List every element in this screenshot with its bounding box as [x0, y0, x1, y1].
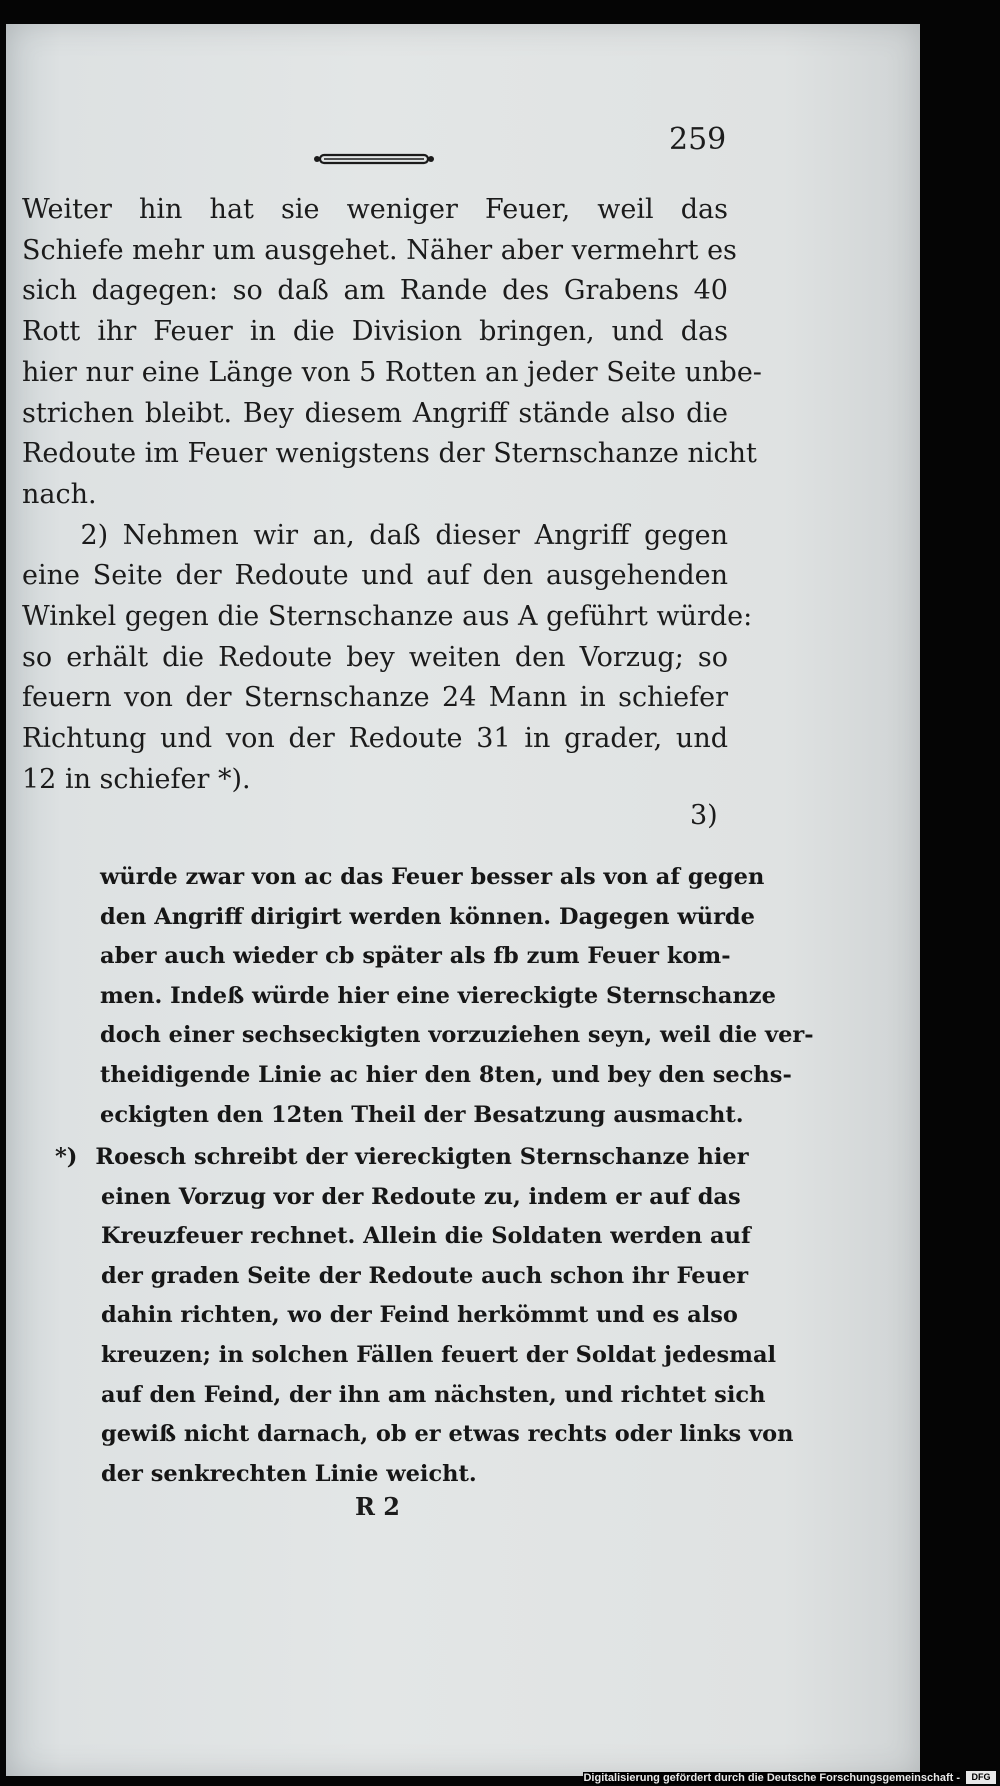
- main-text: [22, 190, 762, 801]
- footnote-line: Roesch schreibt der viereckigten Sternschanze hier: [95, 1144, 749, 1170]
- digitization-credit: Digitalisierung gefördert durch die Deutsche Forschungsgemeinschaft -: [583, 1772, 960, 1784]
- footnote-line: auf den Feind, der ihn am nächsten, und richtet sich: [101, 1381, 766, 1408]
- footnote-line: den Angriff dirigirt werden können. Dagegen würde: [100, 903, 755, 930]
- footnote-line: doch einer sechseckigten vorzuziehen seyn, weil die ver-: [100, 1022, 814, 1049]
- footnote-continued: [100, 858, 814, 1135]
- text-line: Weiter hin hat sie weniger Feuer, weil das: [22, 194, 728, 225]
- footnote-line: dahin richten, wo der Feind herkömmt und es also: [101, 1302, 738, 1329]
- text-line: so erhält die Redoute bey weiten den Vorzug; so: [22, 641, 728, 673]
- text-line: eine Seite der Redoute und auf den ausgehenden: [22, 560, 728, 592]
- signature-mark: R 2: [355, 1492, 400, 1521]
- footnote-line: der graden Seite der Redoute auch schon ihr Feuer: [101, 1262, 749, 1289]
- text-line: nach.: [22, 478, 97, 510]
- text-line: Rott ihr Feuer in die Division bringen, und das: [22, 316, 728, 348]
- text-line: strichen bleibt. Bey diesem Angriff stände also die: [22, 397, 728, 429]
- catchword: 3): [690, 800, 718, 831]
- text-line: hier nur eine Länge von 5 Rotten an jeder Seite unbe-: [22, 356, 762, 388]
- footnote-line: Kreuzfeuer rechnet. Allein die Soldaten werden auf: [101, 1223, 751, 1250]
- footnote-line: aber auch wieder cb später als fb zum Feuer kom-: [100, 943, 731, 970]
- footnote-marker: *): [55, 1144, 78, 1170]
- footnote-line: gewiß nicht darnach, ob er etwas rechts oder links von: [101, 1421, 794, 1448]
- text-line: 12 in schiefer *).: [22, 763, 251, 795]
- footnote-line: einen Vorzug vor der Redoute zu, indem er auf das: [101, 1183, 741, 1210]
- page-number: 259: [669, 122, 727, 157]
- footnote-line: würde zwar von ac das Feuer besser als von af gegen: [100, 864, 765, 890]
- footnote-line: men. Indeß würde hier eine viereckigte Sternschanze: [100, 982, 776, 1009]
- footnote-first-line: [55, 1138, 749, 1178]
- footnote-line: kreuzen; in solchen Fällen feuert der Soldat jedesmal: [101, 1341, 777, 1368]
- text-line: 2) Nehmen wir an, daß dieser Angriff gegen: [22, 519, 728, 551]
- text-line: Redoute im Feuer wenigstens der Sternschanze nicht: [22, 438, 757, 470]
- text-line: Winkel gegen die Sternschanze aus A geführt würde:: [22, 601, 753, 633]
- footnote-line: eckigten den 12ten Theil der Besatzung ausmacht.: [100, 1101, 744, 1128]
- text-line: Richtung und von der Redoute 31 in grader, und: [22, 723, 728, 755]
- footnote-line: theidigende Linie ac hier den 8ten, und bey den sechs-: [100, 1061, 792, 1088]
- dfg-logo: DFG: [966, 1771, 996, 1784]
- text-line: Schiefe mehr um ausgehet. Näher aber vermehrt es: [22, 234, 737, 266]
- text-line: feuern von der Sternschanze 24 Mann in schiefer: [22, 682, 728, 714]
- header-ornament-icon: [312, 152, 436, 166]
- text-line: sich dagegen: so daß am Rande des Grabens 40: [22, 275, 728, 307]
- footnote-star: [55, 1138, 794, 1494]
- footnote-line: der senkrechten Linie weicht.: [101, 1460, 477, 1487]
